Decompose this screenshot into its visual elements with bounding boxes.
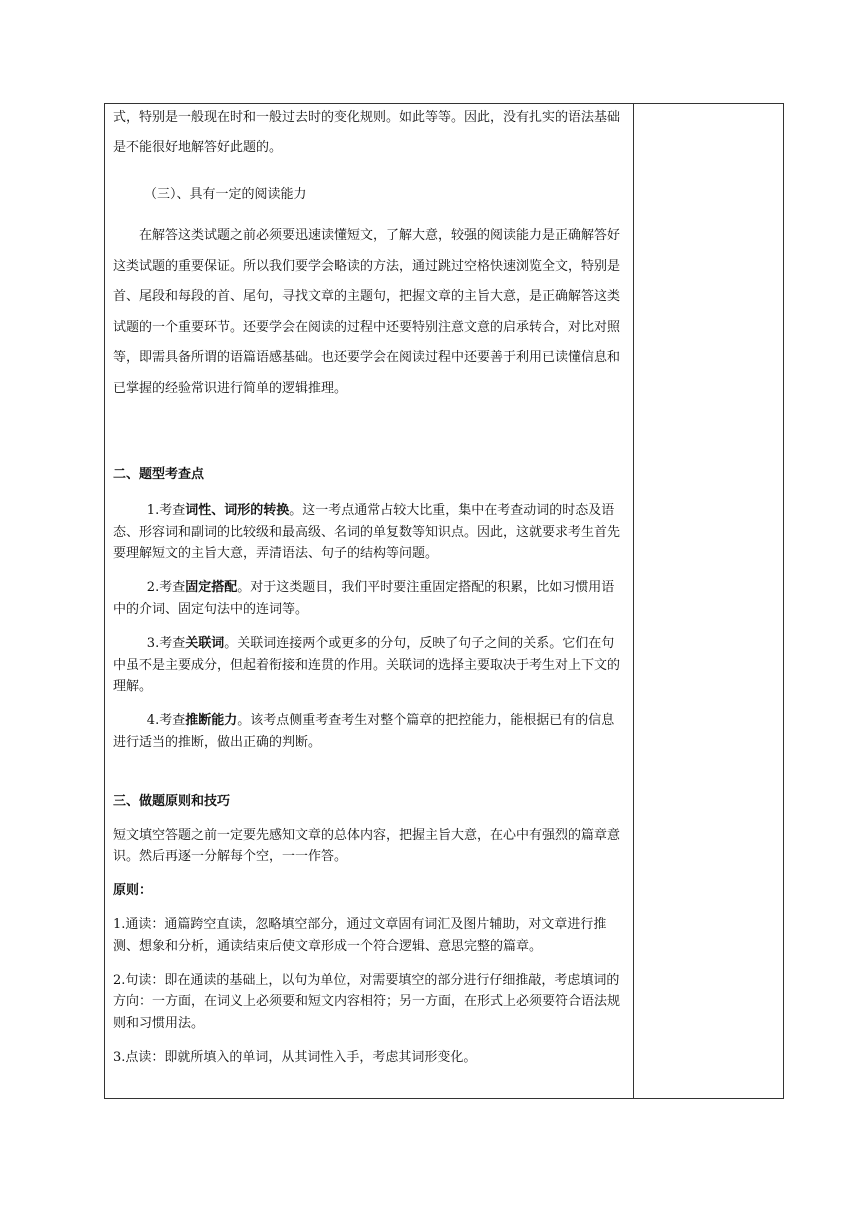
column-divider (633, 103, 634, 1099)
exam-point-2: 2.考查固定搭配。对于这类题目，我们平时要注重固定搭配的积累，比如习惯用语中的介词、固定句法中的连词等。 (113, 580, 615, 617)
exam-point-1: 1.考查词性、词形的转换。这一考点通常占较大比重，集中在考查动词的时态及语态、形容词和副词的比较级和最高级、名词的单复数等知识点。因此，这就要求考生首先要理解短文的主旨大意，弄清语法、句子的结构等问题。 (113, 502, 621, 562)
principle-3: 3.点读：即就所填入的单词，从其词性入手，考虑其词形变化。 (113, 1049, 477, 1065)
reading-ability-paragraph: 在解答这类试题之前必须要迅速读懂短文，了解大意，较强的阅读能力是正确解答好这类试题的重要保证。所以我们要学会略读的方法，通过跳过空格快速浏览全文，特别是首、尾段和每段的首、尾句，寻找文章的主题句，把握文章的主旨大意，是正确解答这类试题的一个重要环节。还要学会在阅读的过程中还要特别注意文意的启承转合，对比对照等，即需具备所谓的语篇语感基础。也还要学会在阅读过程中还要善于利用已读懂信息和已掌握的经验常识进行简单的逻辑推理。 (113, 228, 621, 396)
grammar-foundation-paragraph: 式，特别是一般现在时和一般过去时的变化规则。如此等等。因此，没有扎实的语法基础是不能很好地解答好此题的。 (113, 109, 621, 155)
main-cell (113, 103, 627, 1069)
section-2-title: 二、题型考查点 (113, 467, 205, 482)
principles-label: 原则： (113, 883, 153, 899)
reading-ability-subheading: （三）、具有一定的阅读能力 (144, 186, 307, 202)
exam-point-4: 4.考查推断能力。该考点侧重考查考生对整个篇章的把控能力，能根据已有的信息进行适当的推断，做出正确的判断。 (113, 713, 615, 750)
section-3-intro: 短文填空答题之前一定要先感知文章的总体内容，把握主旨大意，在心中有强烈的篇章意识。然后再逐一分解每个空，一一作答。 (113, 827, 621, 865)
section-3-title: 三、做题原则和技巧 (113, 793, 231, 809)
principle-2: 2.句读：即在通读的基础上，以句为单位，对需要填空的部分进行仔细推敲，考虑填词的方向：一方面，在词义上必须要和短文内容相符；另一方面，在形式上必须要符合语法规则和习惯用法。 (113, 972, 621, 1032)
principle-1: 1.通读：通篇跨空直读，忽略填空部分，通过文章固有词汇及图片辅助，对文章进行推测、想象和分析，通读结束后使文章形成一个符合逻辑、意思完整的篇章。 (113, 916, 607, 954)
exam-point-3: 3.考查关联词。关联词连接两个或更多的分句，反映了句子之间的关系。它们在句中虽不是主要成分，但起着衔接和连贯的作用。关联词的选择主要取决于考生对上下文的理解。 (113, 635, 621, 695)
